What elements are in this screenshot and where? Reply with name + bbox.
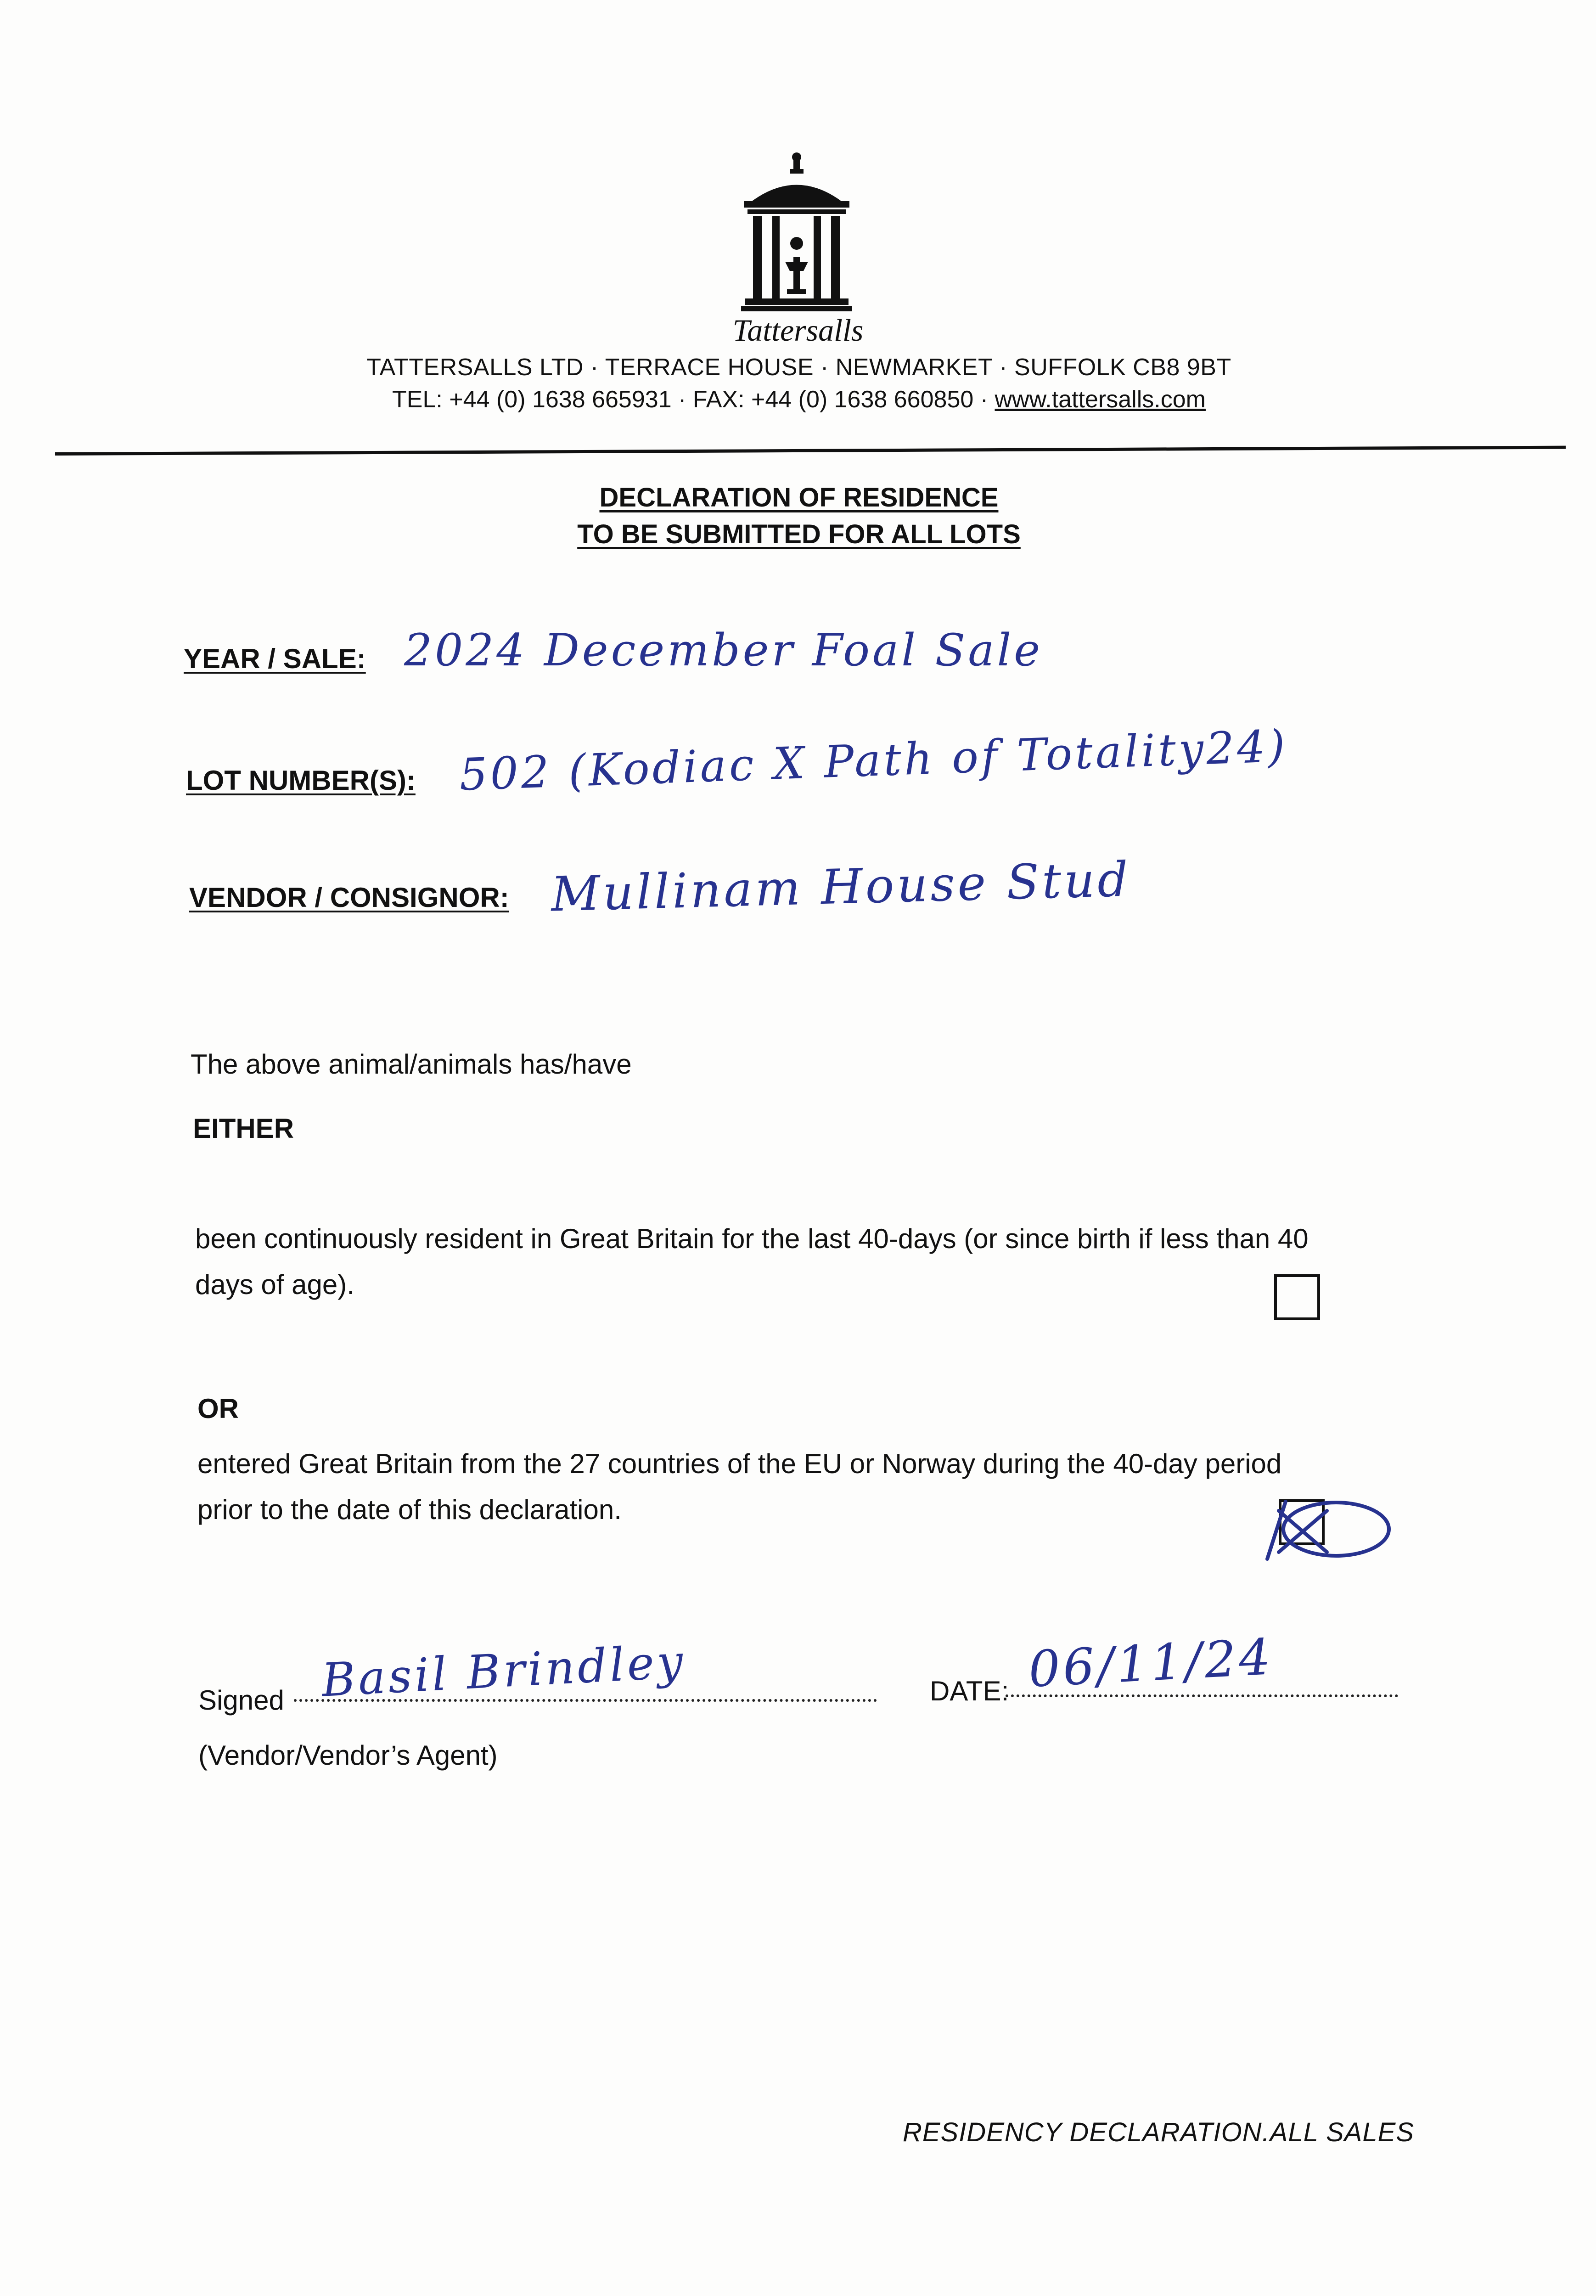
vendor-field[interactable]: Mullinam House Stud — [550, 851, 1132, 923]
option2-line1: entered Great Britain from the 27 countries of the EU or Norway during the 40-day period — [197, 1448, 1282, 1479]
form-reference: RESIDENCY DECLARATION.ALL SALES — [902, 2117, 1414, 2147]
lot-number-label: LOT NUMBER(S): — [186, 765, 416, 796]
option1-line1: been continuously resident in Great Britain for the last 40-days (or since birth if less than 40 — [195, 1223, 1309, 1254]
form-subtitle: TO BE SUBMITTED FOR ALL LOTS — [577, 519, 1021, 549]
vendor-label: VENDOR / CONSIGNOR: — [189, 882, 509, 913]
option1-checkbox[interactable] — [1274, 1274, 1320, 1320]
option2-line2: prior to the date of this declaration. — [197, 1494, 622, 1525]
signed-label: Signed — [198, 1685, 284, 1716]
tattersalls-logo-icon — [739, 152, 854, 317]
signature-field[interactable]: Basil Brindley — [320, 1634, 687, 1707]
date-label: DATE: — [930, 1676, 1009, 1706]
header-divider — [55, 446, 1566, 456]
brand-name: Tattersalls — [732, 313, 864, 348]
lot-number-field[interactable]: 502 (Kodiac X Path of Totality24) — [458, 720, 1289, 801]
contact-line — [275, 386, 1322, 413]
company-address: TATTERSALLS LTD · TERRACE HOUSE · NEWMARKET · SUFFOLK CB8 9BT — [366, 354, 1231, 381]
signer-role-label: (Vendor/Vendor’s Agent) — [198, 1740, 498, 1771]
website-link[interactable]: www.tattersalls.com — [995, 386, 1206, 413]
contact-phone-fax: TEL: +44 (0) 1638 665931 · FAX: +44 (0) 1638 660850 · — [392, 386, 995, 413]
option1-line2: days of age). — [195, 1269, 354, 1300]
option2-checkmark-icon — [1258, 1483, 1396, 1566]
date-field[interactable]: 06/11/24 — [1027, 1628, 1275, 1699]
or-label: OR — [197, 1393, 239, 1424]
year-sale-field[interactable]: 2024 December Foal Sale — [404, 625, 1043, 676]
year-sale-label: YEAR / SALE: — [184, 643, 366, 674]
form-title: DECLARATION OF RESIDENCE — [599, 483, 999, 512]
intro-text: The above animal/animals has/have — [191, 1049, 632, 1080]
either-label: EITHER — [193, 1113, 294, 1144]
